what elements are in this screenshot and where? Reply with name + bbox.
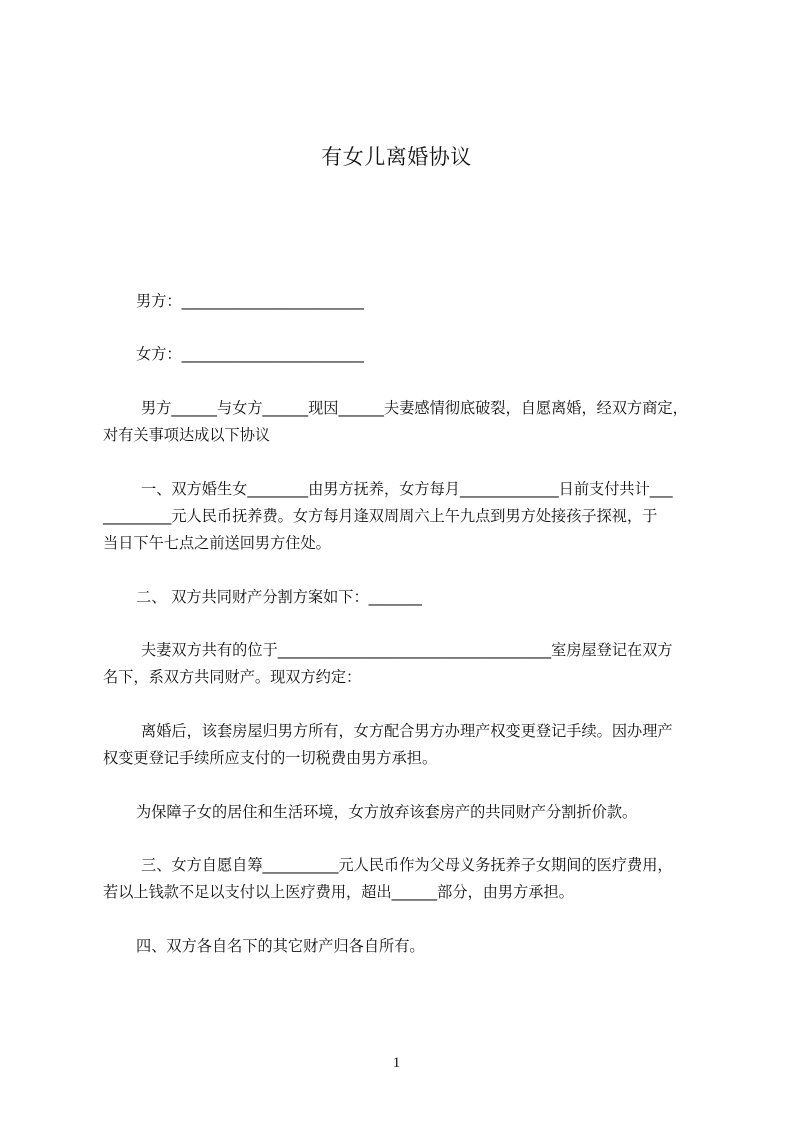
intro-line-1: 男方______与女方______现因______夫妻感情彻底破裂，自愿离婚，经双方商定， — [141, 399, 688, 417]
property-line-2: 名下，系双方共同财产。现双方约定： — [103, 668, 362, 686]
clause-1-line-2: _________元人民币抚养费。女方每月逢双周周六上午九点到男方处接孩子探视，于 — [103, 507, 658, 525]
after-divorce-line-1: 离婚后，该套房屋归男方所有，女方配合男方办理产权变更登记手续。因办理产 — [141, 722, 673, 740]
page-number: 1 — [392, 1055, 401, 1071]
male-party-line: 男方：________________________ — [136, 292, 364, 310]
clause-2: 二、 双方共同财产分割方案如下：_______ — [136, 588, 422, 606]
intro-line-2: 对有关事项达成以下协议 — [103, 426, 271, 444]
document-title: 有女儿离婚协议 — [321, 145, 472, 169]
child-protection-line: 为保障子女的居住和生活环境，女方放弃该套房产的共同财产分割折价款。 — [136, 803, 638, 821]
female-party-line: 女方：________________________ — [136, 345, 364, 363]
property-line-1: 夫妻双方共有的位于____________________________________室房屋登记在双方 — [141, 641, 673, 659]
clause-1-line-1: 一、双方婚生女________由男方抚养，女方每月_____________日前支付共计___ — [141, 480, 673, 498]
clause-3-line-2: 若以上钱款不足以支付以上医疗费用，超出______部分，由男方承担。 — [103, 883, 574, 901]
clause-3-line-1: 三、女方自愿自筹__________元人民币作为父母义务抚养子女期间的医疗费用， — [141, 856, 673, 874]
clause-4: 四、双方各自名下的其它财产归各自所有。 — [136, 937, 425, 955]
clause-1-line-3: 当日下午七点之前送回男方住处。 — [103, 534, 331, 552]
after-divorce-line-2: 权变更登记手续所应支付的一切税费由男方承担。 — [103, 749, 438, 767]
